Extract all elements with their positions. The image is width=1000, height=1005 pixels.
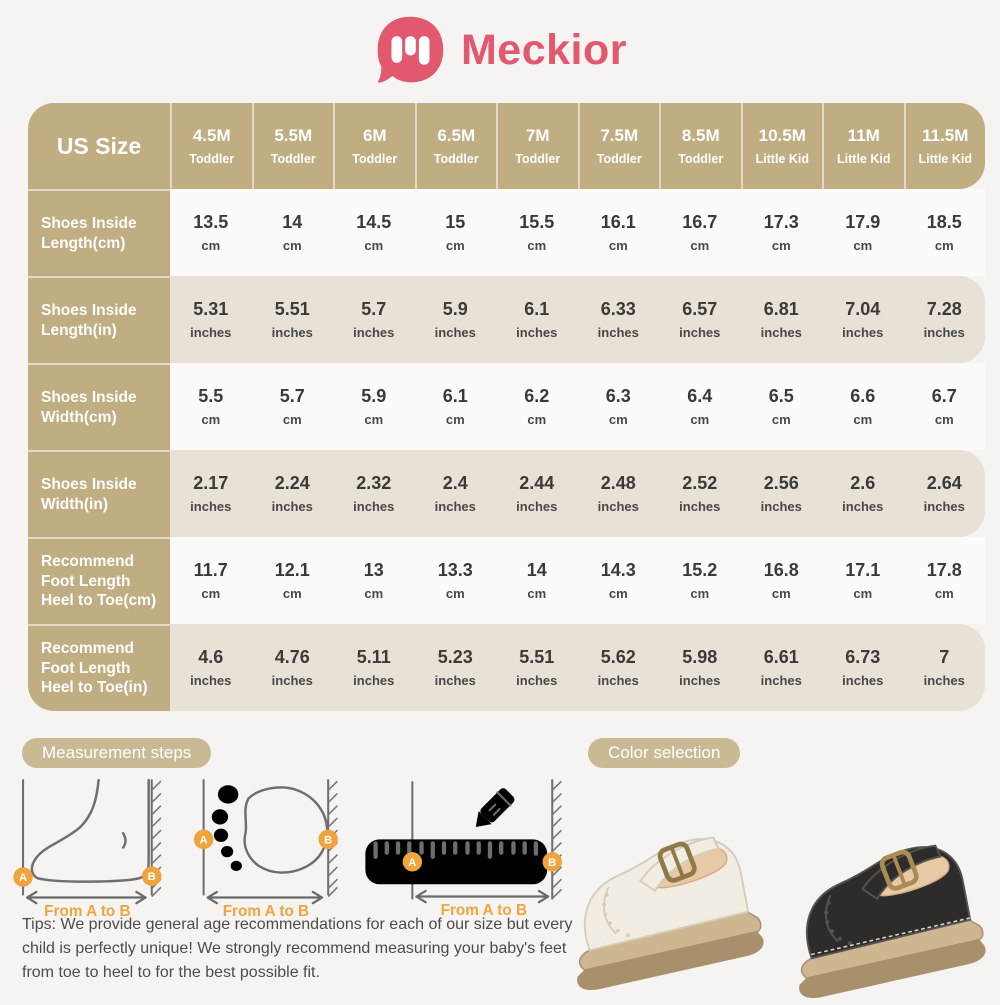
cell-unit: inches <box>190 499 232 514</box>
table-cell <box>741 363 823 450</box>
cell-value: 6.61 <box>763 647 799 667</box>
table-cell <box>333 537 415 624</box>
cell-unit: cm <box>201 586 221 601</box>
cell-unit: cm <box>201 412 221 427</box>
cell-value: 7.04 <box>845 299 881 319</box>
column-size: 4.5M <box>192 126 231 145</box>
cell-value: 5.23 <box>437 647 473 667</box>
cell-value: 5.9 <box>442 299 468 319</box>
table-cell <box>496 276 578 363</box>
cell-unit: cm <box>690 586 710 601</box>
cell-value: 16.8 <box>763 560 799 580</box>
cell-value: 6.6 <box>850 386 876 406</box>
measurement-diagram-ruler <box>363 774 573 919</box>
cell-unit: cm <box>934 586 954 601</box>
cell-value: 15.5 <box>519 212 555 232</box>
cell-value: 6.1 <box>442 386 468 406</box>
cell-value: 6.4 <box>687 386 713 406</box>
table-cell <box>904 450 986 537</box>
cell-unit: cm <box>608 412 628 427</box>
cell-unit: cm <box>690 412 710 427</box>
row-label: Shoes Inside Width(in) <box>28 450 170 537</box>
cell-value: 6.73 <box>845 647 881 667</box>
cell-value: 16.1 <box>600 212 636 232</box>
cell-unit: inches <box>271 673 313 688</box>
cell-value: 7 <box>939 647 950 667</box>
column-group: Little Kid <box>918 152 972 166</box>
cell-value: 16.7 <box>682 212 718 232</box>
cell-unit: cm <box>201 238 221 253</box>
column-header <box>578 103 660 189</box>
brand-header <box>0 12 1000 88</box>
table-cell <box>252 189 334 276</box>
toe-icon <box>214 829 228 842</box>
table-cell <box>496 537 578 624</box>
measurement-diagram-footprint <box>188 774 353 919</box>
cell-unit: cm <box>853 238 873 253</box>
cell-unit: inches <box>679 325 721 340</box>
column-header <box>741 103 823 189</box>
cell-unit: inches <box>353 673 395 688</box>
cell-value: 18.5 <box>926 212 962 232</box>
table-cell <box>741 537 823 624</box>
cell-unit: cm <box>771 586 791 601</box>
row-label: Recommend Foot Length Heel to Toe(in) <box>28 624 170 711</box>
column-group: Toddler <box>515 152 561 166</box>
table-cell <box>252 624 334 711</box>
toe-icon <box>218 785 238 803</box>
cell-value: 5.51 <box>274 299 310 319</box>
cell-value: 4.6 <box>198 647 224 667</box>
table-cell <box>659 450 741 537</box>
measurement-steps-badge <box>22 738 211 768</box>
cell-unit: cm <box>690 238 710 253</box>
cell-unit: inches <box>842 673 884 688</box>
table-cell <box>904 624 986 711</box>
table-cell <box>252 450 334 537</box>
cell-unit: cm <box>364 238 384 253</box>
table-cell <box>415 189 497 276</box>
cell-unit: inches <box>842 499 884 514</box>
foot-outline-icon <box>32 780 149 881</box>
cell-value: 6.57 <box>682 299 718 319</box>
cell-unit: inches <box>842 325 884 340</box>
table-cell <box>415 624 497 711</box>
column-size: 7M <box>525 126 550 145</box>
cell-value: 17.8 <box>926 560 962 580</box>
cell-unit: inches <box>597 325 639 340</box>
table-cell <box>496 624 578 711</box>
cell-value: 17.9 <box>845 212 881 232</box>
cell-value: 5.51 <box>519 647 555 667</box>
column-size: 11M <box>847 126 880 145</box>
table-cell <box>415 276 497 363</box>
table-cell <box>741 189 823 276</box>
table-cell <box>659 363 741 450</box>
table-cell <box>822 189 904 276</box>
row-label: Shoes Inside Width(cm) <box>28 363 170 450</box>
table-cell <box>252 363 334 450</box>
table-cell <box>904 276 986 363</box>
table-cell <box>904 537 986 624</box>
cell-value: 5.7 <box>361 299 387 319</box>
table-cell <box>415 450 497 537</box>
cell-value: 7.28 <box>926 299 962 319</box>
table-cell <box>333 624 415 711</box>
cell-value: 5.98 <box>682 647 718 667</box>
table-cell <box>659 276 741 363</box>
cell-value: 2.52 <box>682 473 718 493</box>
table-cell <box>822 624 904 711</box>
table-cell <box>333 276 415 363</box>
table-cell <box>904 189 986 276</box>
cell-unit: inches <box>923 499 965 514</box>
table-cell <box>496 450 578 537</box>
cell-value: 2.44 <box>519 473 555 493</box>
cell-unit: inches <box>923 673 965 688</box>
cell-unit: cm <box>445 586 465 601</box>
cell-value: 15 <box>445 212 466 232</box>
table-cell <box>578 189 660 276</box>
cell-value: 2.6 <box>850 473 876 493</box>
cell-unit: cm <box>527 238 547 253</box>
column-group: Toddler <box>678 152 724 166</box>
cell-value: 17.3 <box>763 212 799 232</box>
column-group: Toddler <box>352 152 398 166</box>
pencil-icon <box>469 787 516 834</box>
cell-value: 6.81 <box>763 299 799 319</box>
table-cell <box>170 363 252 450</box>
cell-value: 17.1 <box>845 560 881 580</box>
cell-value: 6.1 <box>524 299 550 319</box>
cell-unit: cm <box>282 238 302 253</box>
table-cell <box>170 624 252 711</box>
toe-icon <box>231 861 242 871</box>
row-label: Shoes Inside Length(in) <box>28 276 170 363</box>
measure-arrow-icon <box>416 891 548 902</box>
cell-unit: cm <box>934 238 954 253</box>
measurement-diagrams <box>8 774 573 919</box>
table-cell <box>659 537 741 624</box>
cell-unit: cm <box>282 586 302 601</box>
cell-value: 5.62 <box>600 647 636 667</box>
cell-unit: inches <box>434 673 476 688</box>
table-cell <box>741 276 823 363</box>
cell-unit: inches <box>271 325 313 340</box>
column-size: 5.5M <box>274 126 313 145</box>
column-header <box>170 103 252 189</box>
column-group: Toddler <box>433 152 479 166</box>
marker-b-letter: B <box>324 834 333 847</box>
cell-value: 14.3 <box>600 560 636 580</box>
cell-unit: cm <box>527 586 547 601</box>
cell-unit: inches <box>353 325 395 340</box>
column-header <box>659 103 741 189</box>
column-header <box>904 103 986 189</box>
measure-arrow-icon <box>27 892 145 903</box>
cell-unit: inches <box>760 499 802 514</box>
table-cell <box>252 276 334 363</box>
table-cell <box>822 537 904 624</box>
brand-name: Meckior <box>460 25 627 74</box>
cell-value: 2.64 <box>926 473 962 493</box>
row-label: Recommend Foot Length Heel to Toe(cm) <box>28 537 170 624</box>
column-header <box>822 103 904 189</box>
cell-value: 5.31 <box>193 299 229 319</box>
cell-value: 13.5 <box>193 212 229 232</box>
cell-value: 6.5 <box>768 386 794 406</box>
cell-value: 6.7 <box>931 386 957 406</box>
column-size: 6M <box>362 126 387 145</box>
cell-unit: inches <box>190 673 232 688</box>
table-cell <box>252 537 334 624</box>
marker-a-letter: A <box>408 856 417 869</box>
column-header <box>496 103 578 189</box>
color-selection-badge <box>588 738 740 768</box>
cell-value: 4.76 <box>274 647 310 667</box>
cell-value: 6.3 <box>605 386 631 406</box>
marker-b-letter: B <box>548 856 557 869</box>
cell-value: 2.17 <box>193 473 229 493</box>
column-header <box>333 103 415 189</box>
size-table <box>28 103 985 711</box>
cell-unit: inches <box>760 325 802 340</box>
column-size: 10.5M <box>758 126 806 145</box>
cell-value: 14 <box>282 212 303 232</box>
cell-unit: inches <box>190 325 232 340</box>
cell-unit: inches <box>679 499 721 514</box>
cell-unit: inches <box>516 325 558 340</box>
table-cell <box>578 624 660 711</box>
column-size: 7.5M <box>600 126 639 145</box>
cell-unit: inches <box>434 325 476 340</box>
table-cell <box>333 450 415 537</box>
footprint-sole-icon <box>245 787 328 872</box>
diagram-caption: From A to B <box>44 902 131 919</box>
diagram-caption: From A to B <box>440 901 528 919</box>
cell-unit: inches <box>760 673 802 688</box>
cell-value: 15.2 <box>682 560 718 580</box>
marker-b-letter: B <box>147 871 156 884</box>
cell-unit: inches <box>597 673 639 688</box>
column-size: 11.5M <box>922 126 969 145</box>
cell-unit: inches <box>271 499 313 514</box>
row-label: Shoes Inside Length(cm) <box>28 189 170 276</box>
table-cell <box>578 537 660 624</box>
cell-value: 14.5 <box>356 212 392 232</box>
tips-text: Tips: We provide general age recommendations for each of our size but every child is perfectly unique! We strongly recommend measuring your baby's feet from toe to heel to for the best possible fit. <box>22 916 573 981</box>
cell-unit: cm <box>364 586 384 601</box>
cell-value: 12.1 <box>274 560 310 580</box>
toe-icon <box>221 846 233 857</box>
column-header <box>252 103 334 189</box>
color-options <box>556 775 1000 997</box>
cell-unit: inches <box>516 673 558 688</box>
column-size: 6.5M <box>437 126 476 145</box>
cell-unit: inches <box>516 499 558 514</box>
table-cell <box>170 450 252 537</box>
color-selection-label: Color selection <box>608 743 721 762</box>
cell-value: 5.7 <box>279 386 305 406</box>
cell-unit: inches <box>434 499 476 514</box>
cell-unit: cm <box>364 412 384 427</box>
column-header <box>415 103 497 189</box>
cell-unit: inches <box>679 673 721 688</box>
cell-unit: cm <box>853 586 873 601</box>
cell-unit: cm <box>445 238 465 253</box>
cell-value: 13 <box>363 560 384 580</box>
measure-arrow-icon <box>208 892 322 903</box>
table-cell <box>170 537 252 624</box>
table-cell <box>822 363 904 450</box>
cell-value: 2.48 <box>600 473 636 493</box>
cell-value: 5.11 <box>356 647 391 667</box>
brand-logo-icon <box>373 12 447 88</box>
toe-icon <box>212 809 228 824</box>
table-cell <box>741 450 823 537</box>
table-cell <box>578 276 660 363</box>
table-cell <box>333 363 415 450</box>
table-cell <box>170 276 252 363</box>
column-group: Toddler <box>596 152 642 166</box>
cell-unit: cm <box>771 238 791 253</box>
table-cell <box>170 189 252 276</box>
marker-a-letter: A <box>18 872 28 885</box>
cell-unit: cm <box>527 412 547 427</box>
cell-value: 13.3 <box>437 560 473 580</box>
cell-value: 2.32 <box>356 473 392 493</box>
measurement-diagram-foot <box>8 774 178 919</box>
cell-unit: inches <box>923 325 965 340</box>
column-size: 8.5M <box>681 126 720 145</box>
column-group: Toddler <box>189 152 235 166</box>
table-cell <box>822 450 904 537</box>
cell-unit: inches <box>597 499 639 514</box>
column-group: Toddler <box>270 152 316 166</box>
table-cell <box>333 189 415 276</box>
column-group: Little Kid <box>755 152 809 166</box>
marker-a-letter: A <box>199 834 208 847</box>
table-cell <box>496 363 578 450</box>
table-cell <box>415 363 497 450</box>
cell-value: 6.33 <box>600 299 636 319</box>
cell-value: 2.4 <box>442 473 468 493</box>
white-shoe-image <box>556 785 774 997</box>
cell-value: 5.9 <box>361 386 387 406</box>
cell-value: 14 <box>526 560 547 580</box>
table-cell <box>659 624 741 711</box>
cell-value: 2.24 <box>274 473 310 493</box>
ankle-mark-icon <box>123 833 125 847</box>
cell-unit: cm <box>608 586 628 601</box>
measurement-steps-label: Measurement steps <box>42 743 192 762</box>
table-cell <box>659 189 741 276</box>
cell-unit: cm <box>853 412 873 427</box>
table-cell <box>904 363 986 450</box>
diagram-caption: From A to B <box>222 902 310 919</box>
table-cell <box>822 276 904 363</box>
cell-unit: cm <box>282 412 302 427</box>
table-corner-cell: US Size <box>28 103 170 189</box>
cell-value: 6.2 <box>524 386 550 406</box>
cell-unit: cm <box>608 238 628 253</box>
table-cell <box>578 450 660 537</box>
cell-unit: cm <box>445 412 465 427</box>
cell-value: 2.56 <box>763 473 799 493</box>
cell-value: 11.7 <box>193 560 228 580</box>
cell-value: 5.5 <box>198 386 224 406</box>
table-cell <box>496 189 578 276</box>
cell-unit: cm <box>771 412 791 427</box>
table-cell <box>415 537 497 624</box>
cell-unit: cm <box>934 412 954 427</box>
table-cell <box>578 363 660 450</box>
cell-unit: inches <box>353 499 395 514</box>
black-shoe-image <box>778 793 996 1005</box>
table-cell <box>741 624 823 711</box>
column-group: Little Kid <box>837 152 891 166</box>
